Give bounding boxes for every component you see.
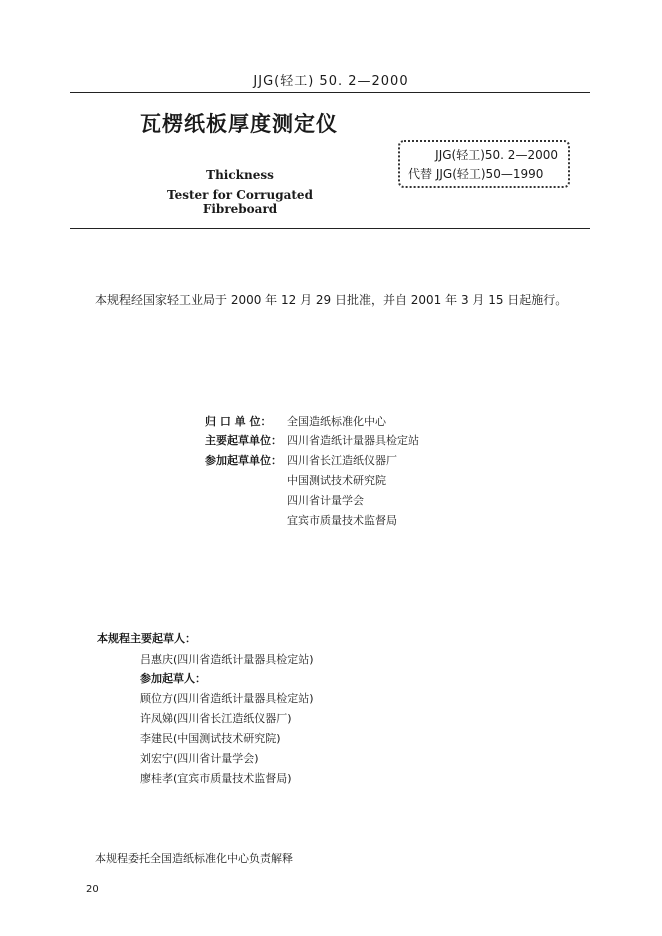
responsible-unit-label: 归 口 单 位： — [205, 415, 272, 428]
standard-code-header: JJG(轻工) 50. 2—2000 — [253, 74, 409, 89]
document-title-english-line2: Tester for Corrugated Fibreboard — [167, 188, 313, 216]
document-title-english-line1: Thickness — [206, 168, 274, 182]
interpretation-note: 本规程委托全国造纸标准化中心负责解释 — [95, 852, 293, 865]
main-drafting-unit-label: 主要起草单位： — [205, 434, 282, 447]
main-drafting-unit-row — [205, 432, 419, 450]
main-drafting-unit-value: 四川省造纸计量器具检定站 — [287, 434, 419, 447]
participating-drafters-heading: 参加起草人： — [140, 672, 206, 685]
main-drafter: 吕惠庆(四川省造纸计量器具检定站) — [140, 653, 314, 666]
main-drafters-heading: 本规程主要起草人： — [97, 632, 196, 645]
responsible-unit-value: 全国造纸标准化中心 — [287, 415, 386, 428]
code-box-replaces: 代替 JJG(轻工)50—1990 — [408, 167, 544, 181]
participating-drafter: 李建民(中国测试技术研究院) — [140, 732, 281, 745]
participating-drafter: 许凤娣(四川省长江造纸仪器厂) — [140, 712, 292, 725]
participating-unit-value: 四川省计量学会 — [287, 494, 364, 507]
participating-unit-value: 宜宾市质量技术监督局 — [287, 514, 397, 527]
standard-code-box — [398, 140, 570, 188]
header-rule — [70, 92, 590, 93]
code-box-current: JJG(轻工)50. 2—2000 — [435, 148, 558, 162]
document-title-chinese: 瓦楞纸板厚度测定仪 — [140, 112, 338, 136]
participating-drafter: 廖桂孝(宜宾市质量技术监督局) — [140, 772, 292, 785]
participating-unit-label: 参加起草单位： — [205, 454, 282, 467]
participating-drafter: 刘宏宁(四川省计量学会) — [140, 752, 259, 765]
page-number: 20 — [86, 884, 99, 895]
participating-unit-value: 中国测试技术研究院 — [287, 474, 386, 487]
participating-drafter: 顾位方(四川省造纸计量器具检定站) — [140, 692, 314, 705]
participating-unit-value: 四川省长江造纸仪器厂 — [287, 454, 397, 467]
title-rule — [70, 228, 590, 229]
responsible-unit-row — [205, 413, 386, 431]
approval-statement: 本规程经国家轻工业局于 2000 年 12 月 29 日批准，并自 2001 年 3 月 15 日起施行。 — [95, 293, 568, 307]
participating-unit-row — [205, 452, 397, 470]
